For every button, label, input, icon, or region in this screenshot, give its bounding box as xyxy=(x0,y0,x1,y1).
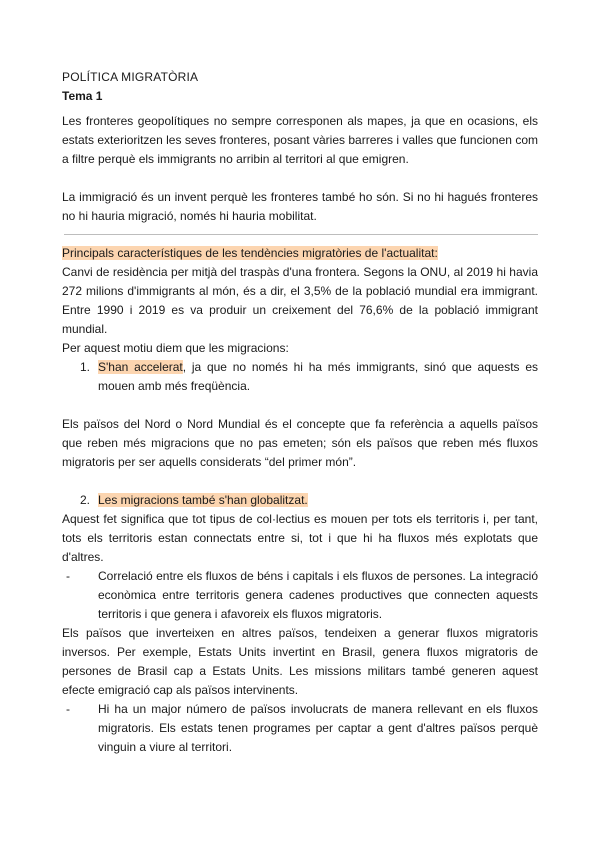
paragraph-investment: Els països que inverteixen en altres països, tendeixen a generar fluxos migratoris inversos. Per exemple, Estats Units invertint en Brasil, genera fluxos migratoris de persones de Brasil cap a Estats Units. Les missions militars també generen aquest efecte emigració cap als països intervinents. xyxy=(62,626,538,697)
list-number: 1. xyxy=(80,360,91,374)
bullet-text: Correlació entre els fluxos de béns i capitals i els fluxos de persones. La integració econòmica entre territoris genera cadenes productives que connecten aquests territoris i que genera i afavoreix els fluxos migratoris. xyxy=(98,569,538,621)
bullet-marker: - xyxy=(66,702,70,716)
bullet-marker: - xyxy=(66,569,70,583)
numbered-item-1 xyxy=(80,358,538,396)
paragraph-collectives: Aquest fet significa que tot tipus de col·lectius es mouen per tots els territoris i, per tant, tots els territoris estan connectats entre si, tot i que hi ha fluxos més explotats que d'altres. xyxy=(62,512,538,564)
numbered-item-2 xyxy=(80,491,538,510)
document-title: POLÍTICA MIGRATÒRIA xyxy=(62,70,199,84)
paragraph-borders: Les fronteres geopolítiques no sempre corresponen als mapes, ja que en ocasions, els estats exterioritzen les seves fronteres, posant vàries barreres i valles que funcionen com a filtre perquè els immigrants no arribin al territori al que emigren. xyxy=(62,114,538,166)
list-number: 2. xyxy=(80,493,91,507)
list-item-text xyxy=(98,491,538,510)
highlight-accelerated: S'han accelerat xyxy=(98,360,183,374)
paragraph-north-countries: Els països del Nord o Nord Mundial és el concepte que fa referència a aquells països que reben més migracions que no pas emeten; són els països que reben més fluxos migratoris per ser aquells considerats “del primer món”. xyxy=(62,417,538,469)
bullet-text: Hi ha un major número de països involucrats de manera rellevant en els fluxos migratoris. Els estats tenen programes per captar a gent d'altres països perquè vinguin a viure al territori. xyxy=(98,702,538,754)
paragraph-reason: Per aquest motiu diem que les migracions: xyxy=(62,341,289,355)
section-heading xyxy=(62,244,538,263)
topic-heading: Tema 1 xyxy=(62,89,103,103)
document-body xyxy=(62,68,538,757)
section-heading-text: Principals característiques de les tendències migratòries de l'actualitat: xyxy=(62,246,438,260)
section-divider xyxy=(64,234,538,235)
bullet-item-2 xyxy=(62,700,538,757)
highlight-globalized: Les migracions també s'han globalitzat. xyxy=(98,493,308,507)
list-item-text: S'han accelerat, ja que no només hi ha més immigrants, sinó que aquests es mouen amb més freqüència. xyxy=(98,360,538,393)
paragraph-immigration-invention: La immigració és un invent perquè les fronteres també ho són. Si no hi hagués fronteres no hi hauria migració, només hi hauria mobilitat. xyxy=(62,190,538,223)
paragraph-onu-stats: Canvi de residència per mitjà del traspàs d'una frontera. Segons la ONU, al 2019 hi havia 272 milions d'immigrants al món, és a dir, el 3,5% de la població mundial era immigrant. Entre 1990 i 2019 es va produir un creixement del 76,6% de la població immigrant mundial. xyxy=(62,265,538,336)
bullet-item-1 xyxy=(62,567,538,624)
